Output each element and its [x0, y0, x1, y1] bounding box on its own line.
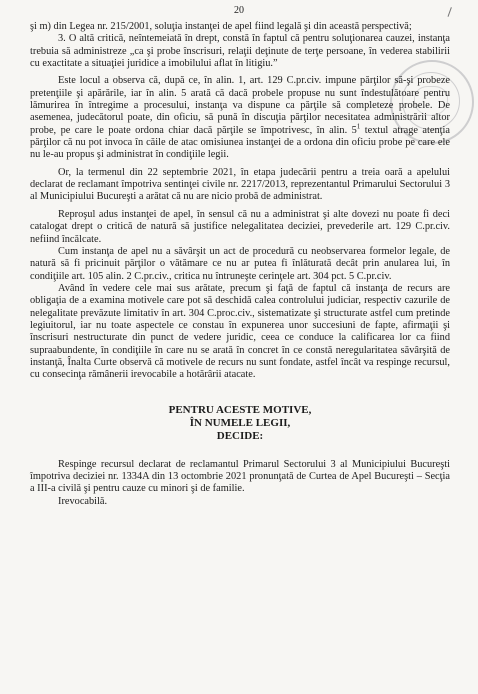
paragraph-5: Reproşul adus instanţei de apel, în sensul că nu a administrat şi alte dovezi nu poate fi deci catalogat drept o critică de natură să justifice nelegalitatea deciziei, prevederile art. 129 C.pr.civ. nefiind încălcate.	[30, 208, 450, 245]
paragraph-2: 3. O altă critică, neîntemeiată în drept, constă în faptul că pentru soluţionarea cauzei, instanţa trebuia să administreze „ca şi probe înscrisuri, relaţii deţinute de terţe persoane, în vederea stabilirii cu exactitate a situaţiei juridice a imobilului aflat în litigiu.”	[30, 33, 450, 70]
page-number: 20	[234, 5, 244, 16]
document-body	[30, 21, 450, 508]
heading-decide: DECIDE:	[216, 429, 264, 442]
paragraph-6: Cum instanţa de apel nu a săvârşit un act de procedură cu neobservarea formelor legale, de natură să fi pricinuit părţilor o vătămare ce nu ar putea fi înlăturată decât prin anularea lui, în condiţiile art. 105 alin. 2 C.pr.civ., critica nu întruneşte cerinţele art. 304 pct. 5 C.pr.civ.	[30, 245, 450, 282]
paragraph-7: Având în vedere cele mai sus arătate, precum şi faţă de faptul că instanţa de recurs are obligaţia de a examina motivele care pot să deschidă calea controlului judiciar, respectiv cazurile de nelegalitate prevăzute limitativ în art. 304 C.proc.civ., sistematizate şi structurate astfel cum pretinde legiuitorul, iar nu toate aspectele ce constau în expunerea unor succesiuni de fapte, afirmaţii şi înscrisuri nestructurate din punct de vedere juridic, ceea ce conduce la calificarea lor ca fiind supraabundente, în condiţiile în care nu se arată în concret în ce constă neregularitatea săvârşită de instanţă, Înalta Curte observă că motivele de recurs nu sunt fondate, astfel încât va respinge recursul, cu consecinţa rămânerii irevocabile a hotărârii atacate.	[30, 282, 450, 381]
heading-law: ÎN NUMELE LEGII,	[189, 416, 291, 429]
paragraph-3: Este locul a observa că, după ce, în alin. 1, art. 129 C.pr.civ. impune părţilor să-şi probeze pretenţiile şi apărările, iar în alin. 5 arată că dacă probele propuse nu sunt îndestulătoare pentru lămurirea în întregime a procesului, instanţa va dispune ca părţile să completeze probele. De asemenea, judecătorul poate, din oficiu, să pună în discuţia părţilor necesitatea administrării altor probe, pe care le poate ordona chiar dacă părţile se împotrivesc, în alin. $5^1$ textul atrage atenţia părţilor că nu pot invoca în căile de atac omisiunea instanţei de a ordona din oficiu probe pe care ele nu le-au propus şi administrat în condiţiile legii.	[30, 75, 450, 161]
heading-motives: PENTRU ACESTE MOTIVE,	[168, 403, 312, 416]
closing-word: Irevocabilă.	[58, 495, 108, 507]
pen-tick-mark	[448, 7, 458, 19]
paragraph-1: şi m) din Legea nr. 215/2001, soluţia instanţei de apel fiind legală şi din această perspectivă;	[30, 21, 412, 32]
paragraph-4: Or, la termenul din 22 septembrie 2021, în etapa judecării pentru a treia oară a apelului declarat de reclamant împotriva sentinţei civile nr. 2217/2013, reprezentantul Primarului Sectorului 3 al Municipiului Bucureşti a arătat că nu are nicio probă de administrat.	[30, 166, 450, 203]
decision-paragraph: Respinge recursul declarat de reclamantul Primarul Sectorului 3 al Municipiului Bucureşti împotriva deciziei nr. 1334A din 13 octombrie 2021 pronunţată de Curtea de Apel Bucureşti – Secţia a III-a civilă şi pentru cauze cu minori şi de familie.	[30, 458, 450, 495]
